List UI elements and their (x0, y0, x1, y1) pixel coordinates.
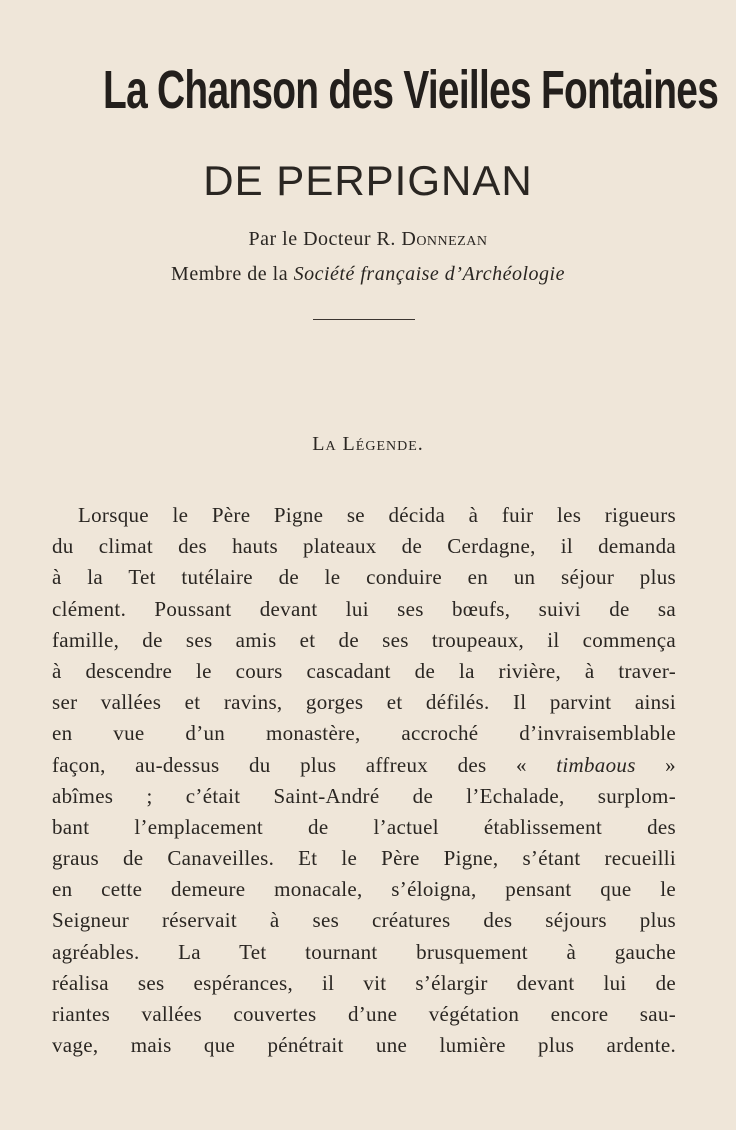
text-fragment: » (665, 752, 676, 777)
section-heading-text: La Légende. (312, 433, 424, 455)
membership-line (0, 261, 736, 287)
text-line: famille, de ses amis et de ses troupeaux, il commença (52, 627, 676, 652)
text-line: du climat des hauts plateaux de Cerdagne, il demanda (52, 534, 676, 559)
text-line: à descendre le cours cascadant de la rivière, à traver- (52, 658, 676, 683)
society-name: Société française d’Archéologie (293, 263, 565, 285)
text-line: en cette demeure monacale, s’éloigna, pensant que le (52, 877, 676, 902)
text-line: ser vallées et ravins, gorges et défilés. Il parvint ainsi (52, 690, 676, 715)
text-fragment: façon, au-dessus du plus affreux des « (52, 752, 527, 777)
text-line: riantes vallées couvertes d’une végétation encore sau- (52, 1002, 676, 1026)
divider-rule (313, 319, 415, 320)
text-line: abîmes ; c’était Saint-André de l’Echalade, surplom- (52, 783, 676, 808)
author-prefix: Par le Docteur R. (248, 228, 396, 250)
text-line-with-italic (52, 750, 676, 781)
text-line: agréables. La Tet tournant brusquement à gauche (52, 939, 676, 964)
author-name: Donnezan (401, 228, 488, 250)
text-line: à la Tet tutélaire de le conduire en un séjour plus (52, 565, 676, 590)
page-subtitle: DE PERPIGNAN (203, 157, 533, 204)
text-line: Seigneur réservait à ses créatures des séjours plus (52, 908, 676, 933)
text-line: réalisa ses espérances, il vit s’élargir devant lui de (52, 970, 676, 995)
text-line: Lorsque le Père Pigne se décida à fuir les rigueurs (78, 503, 676, 527)
italic-term: timbaous (556, 752, 636, 777)
text-line: en vue d’un monastère, accroché d’invraisemblable (52, 721, 676, 746)
text-line: vage, mais que pénétrait une lumière plus ardente. (52, 1033, 676, 1058)
author-line (0, 226, 736, 252)
text-line: bant l’emplacement de l’actuel établissement des (52, 814, 676, 839)
body-paragraph (52, 500, 676, 1061)
text-line: clément. Poussant devant lui ses bœufs, suivi de sa (52, 596, 676, 621)
membership-prefix: Membre de la (171, 263, 289, 285)
text-line: graus de Canaveilles. Et le Père Pigne, s’étant recueilli (52, 846, 676, 871)
section-heading (0, 430, 736, 458)
page-title: La Chanson des Vieilles Fontaines (103, 60, 719, 120)
